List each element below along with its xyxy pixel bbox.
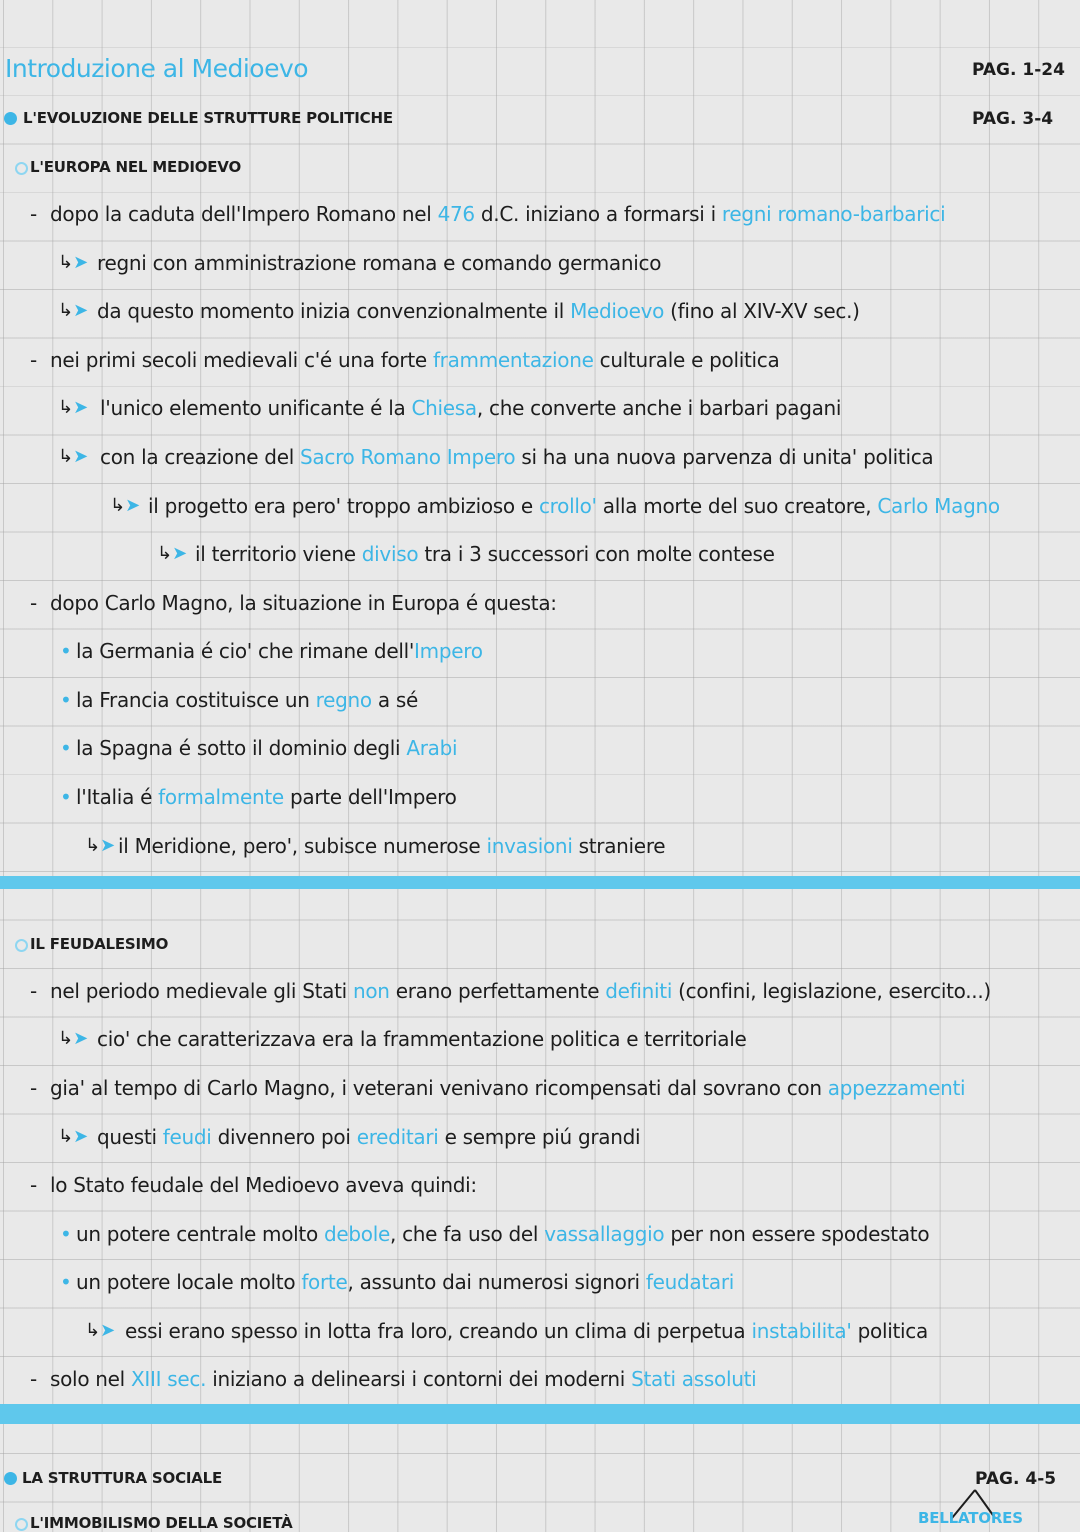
highlighted-term: Carlo Magno [877,494,1000,518]
note-text: un potere locale molto [76,1270,302,1294]
note-text: dopo Carlo Magno, la situazione in Europa é questa: [50,591,557,615]
bullet-icon: • [60,688,72,712]
note-line [97,298,860,324]
arrow-icon: ↳➤ [58,252,89,273]
note-text: la Spagna é sotto il dominio degli [76,736,407,760]
highlighted-term: non [352,979,390,1003]
section-divider [0,876,1080,889]
note-line [100,395,841,421]
bullet-icon: • [60,785,72,809]
note-line [148,493,1000,519]
dash-icon: - [30,591,37,615]
note-line [50,201,945,227]
section-page-range: PAG. 4-5 [975,1469,1057,1489]
note-text: divennero poi [211,1125,357,1149]
note-line [125,1318,928,1344]
filled-bullet-icon [4,112,17,125]
bullet-icon: • [60,736,72,760]
note-line [97,1124,640,1150]
note-text: culturale e politica [593,348,780,372]
dash-icon: - [30,979,37,1003]
page-title: Introduzione al Medioevo [5,54,309,83]
note-text: il territorio viene [195,542,362,566]
filled-bullet-icon [4,1472,17,1485]
dash-icon: - [30,1173,37,1197]
highlighted-term: regno [315,688,372,712]
note-text: essi erano spesso in lotta fra loro, creando un clima di perpetua [125,1319,752,1343]
highlighted-term: XIII sec. [131,1367,207,1391]
highlighted-term: Sacro Romano Impero [300,445,516,469]
note-line [50,1075,965,1101]
subsection-heading: L'EUROPA NEL MEDIOEVO [30,158,242,176]
note-text: cio' che caratterizzava era la frammentazione politica e territoriale [97,1027,747,1051]
bullet-icon: • [60,1222,72,1246]
note-text: straniere [572,834,666,858]
highlighted-term: Chiesa [411,396,477,420]
highlighted-term: 476 [437,202,475,226]
note-line [50,347,779,373]
note-text: e sempre piú grandi [438,1125,641,1149]
note-text: a sé [371,688,419,712]
note-text: iniziano a delinearsi i contorni dei moderni [206,1367,632,1391]
note-text: il progetto era pero' troppo ambizioso e [148,494,539,518]
note-text: nei primi secoli medievali c'é una forte [50,348,433,372]
highlighted-term: appezzamenti [827,1076,966,1100]
bullet-icon: • [60,639,72,663]
note-text: alla morte del suo creatore, [596,494,878,518]
note-text: (fino al XIV-XV sec.) [664,299,860,323]
note-text: , assunto dai numerosi signori [347,1270,646,1294]
note-text: questi [97,1125,163,1149]
note-text: la Francia costituisce un [76,688,316,712]
note-line [76,1269,734,1295]
note-line [76,638,483,664]
arrow-icon: ↳➤ [58,1126,89,1147]
note-text: (confini, legislazione, esercito...) [672,979,991,1003]
arrow-icon: ↳➤ [85,835,116,856]
hollow-bullet-icon [15,162,28,175]
note-text: regni con amministrazione romana e comando germanico [97,251,662,275]
note-text: d.C. iniziano a formarsi i [474,202,722,226]
note-line [50,978,991,1004]
highlighted-term: crollo' [538,494,597,518]
note-line [50,1172,477,1198]
highlighted-term: vassallaggio [544,1222,665,1246]
highlighted-term: invasioni [486,834,573,858]
note-text: nel periodo medievale gli Stati [50,979,353,1003]
highlighted-term: feudatari [645,1270,735,1294]
note-line [76,687,418,713]
section-heading: LA STRUTTURA SOCIALE [22,1469,223,1487]
dash-icon: - [30,1367,37,1391]
subsection-heading: L'IMMOBILISMO DELLA SOCIETÀ [30,1514,293,1532]
note-text: tra i 3 successori con molte contese [418,542,775,566]
note-text: solo nel [50,1367,132,1391]
note-line [195,541,775,567]
highlighted-term: regni romano-barbarici [721,202,946,226]
note-text: , che converte anche i barbari pagani [476,396,842,420]
note-text: si ha una nuova parvenza di unita' politica [515,445,934,469]
section-page-range: PAG. 3-4 [972,109,1054,129]
dash-icon: - [30,202,37,226]
dash-icon: - [30,1076,37,1100]
note-line [97,250,661,276]
page-range: PAG. 1-24 [972,60,1065,80]
note-text: erano perfettamente [389,979,606,1003]
section-divider [0,1404,1080,1424]
note-line [76,735,457,761]
highlighted-term: feudi [162,1125,212,1149]
arrow-icon: ↳➤ [157,543,188,564]
highlighted-term: Arabi [406,736,458,760]
hollow-bullet-icon [15,1518,28,1531]
note-text: la Germania é cio' che rimane dell' [76,639,415,663]
hollow-bullet-icon [15,939,28,952]
note-line [118,833,665,859]
note-text: politica [851,1319,928,1343]
highlighted-term: definiti [605,979,673,1003]
note-text: dopo la caduta dell'Impero Romano nel [50,202,438,226]
note-line [76,1221,929,1247]
highlighted-term: instabilita' [751,1319,852,1343]
bullet-icon: • [60,1270,72,1294]
note-text: un potere centrale molto [76,1222,324,1246]
note-line [97,1026,746,1052]
note-text: l'unico elemento unificante é la [100,396,412,420]
note-text: gia' al tempo di Carlo Magno, i veterani venivano ricompensati dal sovrano con [50,1076,828,1100]
section-heading: L'EVOLUZIONE DELLE STRUTTURE POLITICHE [23,109,393,127]
arrow-icon: ↳➤ [85,1320,116,1341]
highlighted-term: forte [301,1270,348,1294]
note-text: , che fa uso del [389,1222,545,1246]
arrow-icon: ↳➤ [58,300,89,321]
subsection-heading: IL FEUDALESIMO [30,935,169,953]
highlighted-term: Impero [414,639,483,663]
highlighted-term: diviso [361,542,419,566]
note-line [76,784,457,810]
note-text: per non essere spodestato [664,1222,930,1246]
arrow-icon: ↳➤ [58,397,89,418]
note-line [50,1366,756,1392]
highlighted-term: formalmente [158,785,284,809]
arrow-icon: ↳➤ [58,1028,89,1049]
note-text: da questo momento inizia convenzionalmente il [97,299,571,323]
note-line [50,590,557,616]
note-text: l'Italia é [76,785,159,809]
note-text: parte dell'Impero [283,785,457,809]
arrow-icon: ↳➤ [110,495,141,516]
diagram-label: BELLATORES [918,1509,1023,1527]
highlighted-term: ereditari [356,1125,439,1149]
highlighted-term: Medioevo [570,299,665,323]
highlighted-term: Stati assoluti [631,1367,757,1391]
note-line [100,444,933,470]
note-text: lo Stato feudale del Medioevo aveva quindi: [50,1173,477,1197]
highlighted-term: debole [323,1222,390,1246]
note-text: con la creazione del [100,445,301,469]
highlighted-term: frammentazione [432,348,594,372]
dash-icon: - [30,348,37,372]
note-text: il Meridione, pero', subisce numerose [118,834,487,858]
arrow-icon: ↳➤ [58,446,89,467]
